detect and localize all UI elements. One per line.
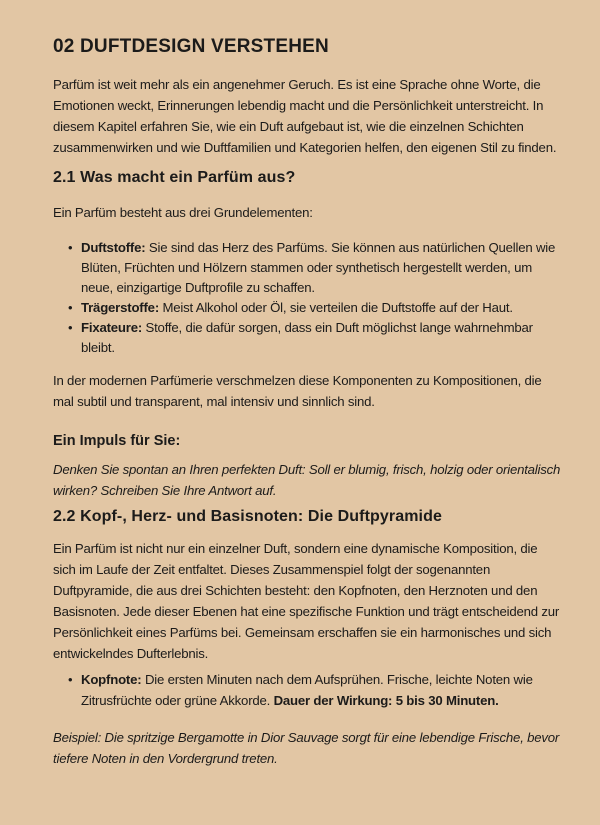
grundelemente-lead: Ein Parfüm besteht aus drei Grundelementen: [53,205,313,220]
impulse-heading: Ein Impuls für Sie: [53,433,181,449]
section-2-1-heading: 2.1 Was macht ein Parfüm aus? [53,169,296,186]
list-item-term: Duftstoffe: [81,240,146,255]
list-item-duftstoffe [68,238,562,298]
list-item-traegerstoffe [68,298,562,318]
intro-paragraph: Parfüm ist weit mehr als ein angenehmer Geruch. Es ist eine Sprache ohne Worte, die Emotionen weckt, Erinnerungen lebendig macht und die Persönlichkeit unterstreicht. In diesem Kapitel erfahren Sie, wie ein Duft aufgebaut ist, wie die einzelnen Schichten zusammenwirken und wie Duftfamilien und Kategorien helfen, den eigenen Stil zu finden. [53,77,557,155]
list-item-fixateure [68,318,562,358]
chapter-title: 02 DUFTDESIGN VERSTEHEN [53,36,329,57]
list-item-text: Die ersten Minuten nach dem Aufsprühen. Frische, leichte Noten wie Zitrusfrüchte oder grüne Akkorde. [81,672,533,708]
example-paragraph: Beispiel: Die spritzige Bergamotte in Dior Sauvage sorgt für eine lebendige Frische, bevor tiefere Noten in den Vordergrund treten. [53,730,560,766]
duration-bold-text: Dauer der Wirkung: 5 bis 30 Minuten. [273,693,499,708]
duftpyramide-paragraph: Ein Parfüm ist nicht nur ein einzelner Duft, sondern eine dynamische Komposition, die sich im Laufe der Zeit entfaltet. Dieses Zusammenspiel folgt der sogenannten Duftpyramide, die aus drei Schichten besteht: den Kopfnoten, den Herznoten und den Basisnoten. Jede dieser Ebenen hat eine spezifische Funktion und trägt entscheidend zur Persönlichkeit eines Parfüms bei. Gemeinsam erschaffen sie ein harmonisches und sich entwickelndes Dufterlebnis. [53,541,560,661]
list-item-text: Sie sind das Herz des Parfüms. Sie können aus natürlichen Quellen wie Blüten, Früchten und Hölzern stammen oder synthetisch hergestellt werden, um neue, einzigartige Duftprofile zu schaffen. [81,240,556,295]
notes-list [53,669,562,711]
list-item-term: Fixateure: [81,320,143,335]
section-2-2-heading: 2.2 Kopf-, Herz- und Basisnoten: Die Duftpyramide [53,508,442,525]
parfuemerie-paragraph: In der modernen Parfümerie verschmelzen diese Komponenten zu Kompositionen, die mal subtil und transparent, mal intensiv und sinnlich sind. [53,373,542,409]
list-item-term: Kopfnote: [81,672,142,687]
list-item-text: Meist Alkohol oder Öl, sie verteilen die Duftstoffe auf der Haut. [162,300,513,315]
list-item-text: Stoffe, die dafür sorgen, dass ein Duft möglichst lange wahrnehmbar bleibt. [81,320,533,355]
impulse-prompt: Denken Sie spontan an Ihren perfekten Duft: Soll er blumig, frisch, holzig oder orientalisch wirken? Schreiben Sie Ihre Antwort auf. [53,462,561,498]
list-item-kopfnote [68,669,562,711]
grundelemente-list [53,238,562,358]
list-item-term: Trägerstoffe: [81,300,160,315]
